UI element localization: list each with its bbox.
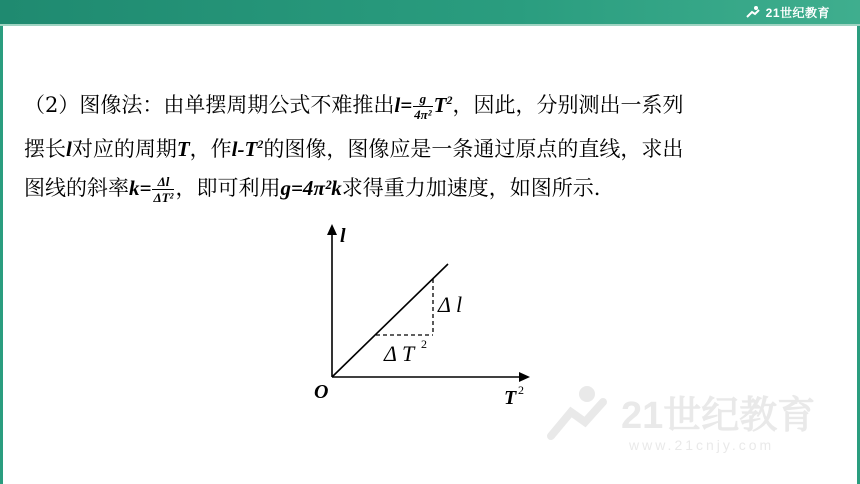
y-axis-label: l [340,225,346,247]
line1-text-a: （2）图像法：由单摆周期公式不难推出 [24,93,395,117]
x-axis-label: T [504,387,517,409]
line3-text-b: ，即可利用 [175,176,281,200]
line3-text-a: 图线的斜率 [24,176,129,200]
explanation-text [24,78,836,210]
equals-sign: = [400,93,413,117]
exponent: 2 [257,137,264,151]
brand-text: 21世纪教育 [765,5,830,20]
l-T2-graph [300,220,550,410]
brand-logo [744,3,830,21]
header-stripe [0,24,860,26]
text-line-3 [24,166,836,210]
equals-sign: = [139,176,152,200]
left-border [0,26,3,484]
line2-text-c: ，作 [189,137,232,161]
line2-text-a: 摆长 [24,137,66,161]
var-l-T: l-T [231,137,258,161]
text-line-1 [24,78,836,122]
origin-label: O [314,381,329,403]
watermark-logo [545,378,835,456]
var-T: T [433,93,447,117]
delta-T2-exponent: 2 [421,337,427,351]
x-axis-arrow-icon [519,372,530,382]
watermark [545,378,835,456]
fraction-g-over-4pi2 [413,92,433,122]
y-axis-arrow-icon [327,224,337,235]
delta-T2-label: Δ T [384,341,415,366]
fraction-denominator: 4π² [414,106,432,122]
text-line-2 [24,122,836,166]
fraction-dl-over-dT2 [152,175,174,205]
delta-l-label: Δ l [438,292,463,317]
line2-text-d: 的图像，图像应是一条通过原点的直线，求出 [263,137,684,161]
var-k: k [129,176,140,200]
line2-text-b: 对应的周期 [71,137,177,161]
line3-text-c: 求得重力加速度，如图所示. [341,176,601,200]
fraction-denominator: ΔT² [153,189,174,205]
watermark-text: 21世纪教育 [621,395,816,437]
watermark-url: www.21cnjy.com [629,437,775,453]
x-axis-label-exponent: 2 [518,383,524,397]
fraction-numerator: g [413,92,433,107]
var-l: l [394,93,401,117]
line1-text-b: ，因此，分别测出一系列 [452,93,684,117]
fraction-numerator: Δl [152,175,174,190]
var-l: l [66,137,72,161]
formula-g: g=4π²k [280,176,342,200]
exponent: 2 [446,93,453,107]
runner-icon [744,5,762,19]
header-bar [0,0,860,24]
var-T: T [176,137,190,161]
